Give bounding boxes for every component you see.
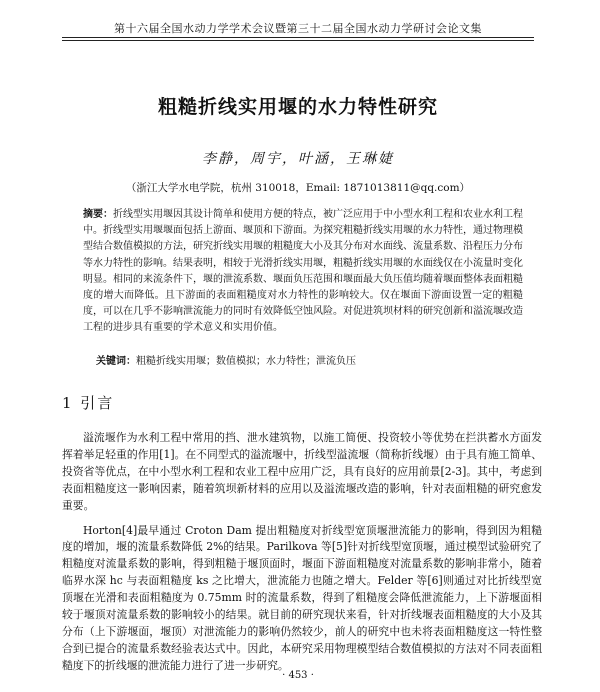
running-header: 第十六届全国水动力学学术会议暨第三十二届全国水动力学研讨会论文集 <box>114 22 482 35</box>
abstract <box>83 207 523 337</box>
abstract-text: 折线型实用堰因其设计简单和使用方便的特点，被广泛应用于中小型水利工程和农业水利工程中。折线型实用堰堰面包括上游面、堰顶和下游面。为探究粗糙折线实用堰的水力特性，通过物理模型结合数值模拟的方法，研究折线实用堰的粗糙度大小及其分布对水面线、流量系数、沿程压力分布等水力特性的影响。结果表明，相较于光滑折线实用堰，粗糙折线实用堰的水面线仅在小流量时变化明显。相同的来流条件下，堰的泄流系数、堰面负压范围和堰面最大负压值均随着堰面整体表面粗糙度的增大而降低。且下游面的表面粗糙度对水力特性的影响较大。仅在堰面下游面设置一定的粗糙度，可以在几乎不影响泄流能力的同时有效降低空蚀风险。对促进筑坝材料的研究创新和溢流堰改造工程的进步具有重要的学术意义和实用价值。 <box>83 209 523 334</box>
section-body <box>62 430 542 683</box>
body-paragraph: Horton[4]最早通过 Croton Dam 提出粗糙度对折线型宽顶堰泄流能力的影响，得到因为粗糙度的增加，堰的流量系数降低 2%的结果。Parilkova 等[5]针对折线型宽顶堰，通过模型试验研究了粗糙度对流量系数的影响，得到粗糙于堰顶面时，堰面下游面粗糙度对流量系数的影响非常小，随着临界水深 hc 与表面粗糙度 ks 之比增大，泄流能力也随之增大。Felder 等[6]则通过对比折线型宽顶堰在光滑和表面粗糙度为 0.75mm 时的流量系数，得到了粗糙度会降低泄流能力，上下游堰面相较于堰顶对流量系数的影响较小的结果。就目前的研究现状来看，针对折线堰表面粗糙度的大小及其分布（上下游堰面，堰顶）对泄流能力的影响仍然较少，前人的研究中也未将表面粗糙度这一特性整合到已提合的流量系数经验表达式中。因此，本研究采用物理模型结合数值模拟的方法对不同表面粗糙度下的折线堰的泄流能力进行了进一步研究。 <box>62 523 542 672</box>
abstract-label: 摘要： <box>83 209 113 220</box>
header-rule-secondary <box>62 40 534 41</box>
keywords <box>96 354 523 370</box>
header-rule <box>62 37 534 38</box>
body-paragraph: 溢流堰作为水利工程中常用的挡、泄水建筑物，以施工简便、投资较小等优势在拦洪蓄水方面发挥着举足轻重的作用[1]。在不同型式的溢流堰中，折线型溢流堰（简称折线堰）由于具有施工简单、投资省等优点，在中小型水利工程和农业工程中应用广泛，具有良好的应用前景[2-3]。其中，考虑到表面粗糙度这一影响因素，随着筑坝新材料的应用以及溢流堰改造的影响，针对表面粗糙的研究愈发重要。 <box>62 431 542 512</box>
page-number: · 453 · <box>282 670 314 681</box>
affiliation: （浙江大学水电学院，杭州 310018，Email: 1871013811@qq.com） <box>125 182 471 194</box>
paper-title: 粗糙折线实用堰的水力特性研究 <box>157 96 438 118</box>
keywords-text: 粗糙折线实用堰；数值模拟；水力特性；泄流负压 <box>136 356 356 367</box>
section-heading: 1 引言 <box>62 394 115 412</box>
author-list: 李静，周宇，叶涵，王琳婕 <box>202 151 394 167</box>
keywords-label: 关键词： <box>96 356 136 367</box>
